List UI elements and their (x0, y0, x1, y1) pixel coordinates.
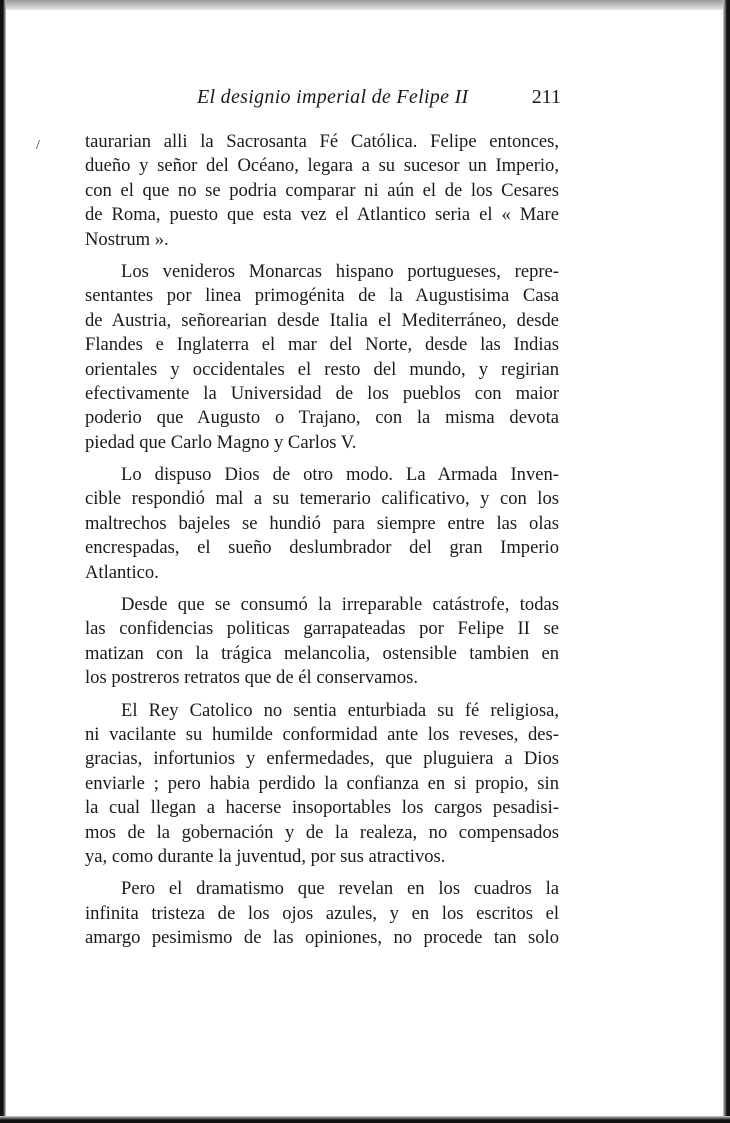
text-line: piedad que Carlo Magno y Carlos V. (85, 431, 357, 453)
text-line: Flandes e Inglaterra el mar del Norte, desde las Indias (85, 334, 559, 356)
text-line: poderio que Augusto o Trajano, con la misma devota (85, 407, 559, 429)
text-line: maltrechos bajeles se hundió para siempre entre las olas (85, 512, 559, 534)
text-line: ni vacilante su humilde conformidad ante los reveses, des- (85, 723, 559, 745)
paragraph (85, 699, 559, 870)
text-line: orientales y occidentales el resto del mundo, y regirian (85, 358, 559, 380)
text-line: dueño y señor del Océano, legara a su sucesor un Imperio, (85, 155, 559, 177)
paragraph (85, 593, 559, 691)
page-number: 211 (531, 86, 561, 108)
text-line: amargo pesimismo de las opiniones, no procede tan solo (85, 927, 559, 949)
text-line: los postreros retratos que de él conservamos. (85, 667, 419, 689)
text-line: Pero el dramatismo que revelan en los cuadros la (121, 878, 559, 900)
paragraph (85, 260, 559, 455)
scan-edge-right (723, 0, 730, 1123)
text-line: matizan con la trágica melancolia, ostensible tambien en (85, 642, 559, 664)
text-line: Los venideros Monarcas hispano portugueses, repre- (121, 260, 559, 282)
paragraph (85, 877, 559, 950)
text-line: efectivamente la Universidad de los pueblos con maior (85, 382, 559, 404)
margin-tick-mark: / (36, 138, 40, 153)
text-line: gracias, infortunios y enfermedades, que pluguiera a Dios (85, 748, 559, 770)
scan-edge-left (0, 0, 6, 1123)
scan-edge-top (0, 0, 730, 10)
scan-edge-bottom (0, 1116, 730, 1123)
text-line: sentantes por linea primogénita de la Augustisima Casa (85, 285, 559, 307)
running-title: El designio imperial de Felipe II (197, 86, 469, 108)
text-line: la cual llegan a hacerse insoportables los cargos pesadisi- (85, 797, 559, 819)
paragraph (85, 130, 559, 252)
text-line: El Rey Catolico no sentia enturbiada su fé religiosa, (121, 699, 559, 721)
text-line: enviarle ; pero habia perdido la confianza en si propio, sin (85, 772, 559, 794)
text-line: con el que no se podria comparar ni aún el de los Cesares (85, 179, 559, 201)
text-line: infinita tristeza de los ojos azules, y en los escritos el (85, 902, 559, 924)
body-text (85, 130, 559, 959)
text-line: Atlantico. (85, 561, 159, 583)
text-line: de Austria, señorearian desde Italia el Mediterráneo, desde (85, 309, 559, 331)
page-header (85, 86, 565, 114)
text-line: cible respondió mal a su temerario calificativo, y con los (85, 488, 559, 510)
text-line: encrespadas, el sueño deslumbrador del gran Imperio (85, 537, 559, 559)
text-line: Lo dispuso Dios de otro modo. La Armada Inven- (121, 464, 559, 486)
paragraph (85, 463, 559, 585)
text-line: taurarian alli la Sacrosanta Fé Católica. Felipe entonces, (85, 131, 559, 152)
text-line: Desde que se consumó la irreparable catástrofe, todas (121, 594, 559, 616)
text-line: mos de la gobernación y de la realeza, no compensados (85, 821, 559, 843)
text-line: ya, como durante la juventud, por sus atractivos. (85, 845, 446, 867)
text-line: Nostrum ». (85, 228, 169, 250)
text-line: de Roma, puesto que esta vez el Atlantico seria el « Mare (85, 204, 559, 226)
text-line: las confidencias politicas garrapateadas por Felipe II se (85, 618, 559, 640)
